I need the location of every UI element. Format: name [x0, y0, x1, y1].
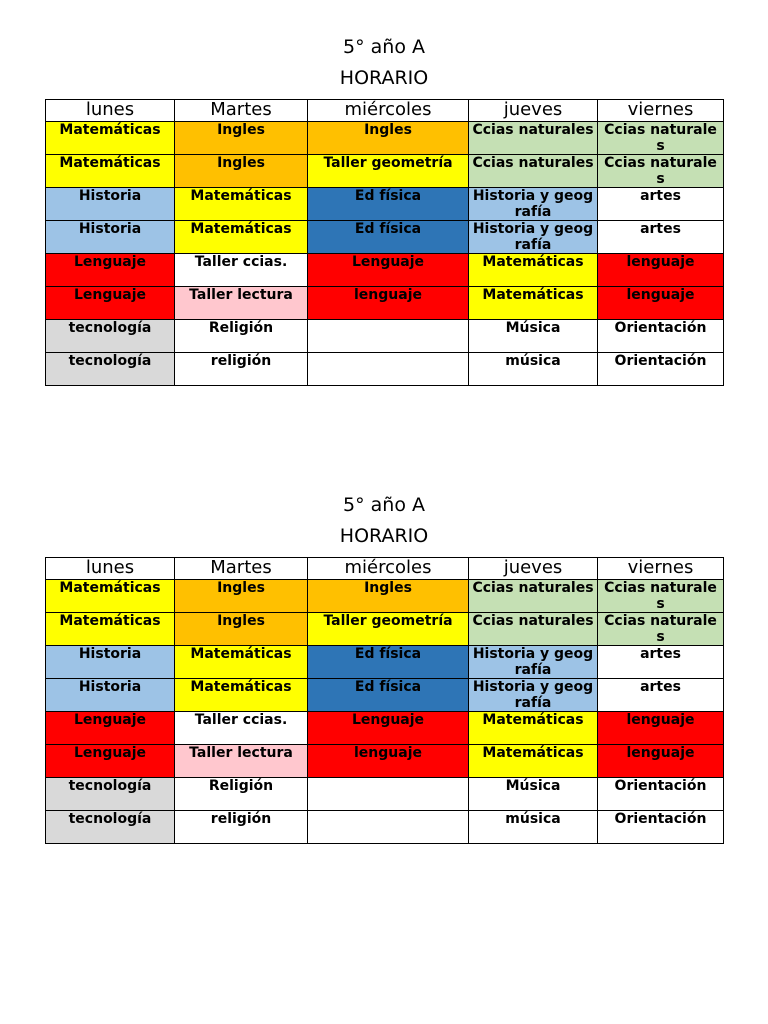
class-cell: [308, 811, 469, 844]
class-cell: [308, 353, 469, 386]
period-row: [46, 613, 724, 646]
period-row: [46, 353, 724, 386]
day-header-martes: Martes: [175, 558, 308, 580]
timetable: [45, 557, 724, 844]
class-cell: Ccias naturales: [469, 155, 598, 188]
period-row: [46, 188, 724, 221]
class-cell: Taller geometría: [308, 155, 469, 188]
class-cell: Matemáticas: [175, 188, 308, 221]
class-cell: Ccias naturales: [598, 613, 724, 646]
class-cell: Matemáticas: [175, 646, 308, 679]
class-cell: Religión: [175, 778, 308, 811]
class-cell: Religión: [175, 320, 308, 353]
class-cell: lenguaje: [598, 254, 724, 287]
schedule-1: [45, 32, 723, 386]
class-cell: lenguaje: [308, 287, 469, 320]
class-cell: Lenguaje: [46, 712, 175, 745]
class-cell: Ingles: [175, 580, 308, 613]
class-cell: Matemáticas: [46, 613, 175, 646]
period-row: [46, 155, 724, 188]
class-cell: Historia y geografía: [469, 646, 598, 679]
period-row: [46, 254, 724, 287]
class-cell: música: [469, 811, 598, 844]
class-cell: Ingles: [175, 155, 308, 188]
class-cell: Ccias naturales: [469, 122, 598, 155]
class-cell: Historia: [46, 221, 175, 254]
class-cell: Ingles: [175, 613, 308, 646]
period-row: [46, 811, 724, 844]
class-cell: Taller ccias.: [175, 712, 308, 745]
class-cell: Historia y geografía: [469, 679, 598, 712]
period-row: [46, 580, 724, 613]
schedule-title: 5° año A: [343, 494, 425, 516]
class-cell: Historia y geografía: [469, 221, 598, 254]
class-cell: Matemáticas: [46, 580, 175, 613]
period-row: [46, 745, 724, 778]
class-cell: Ed física: [308, 221, 469, 254]
class-cell: Matemáticas: [469, 712, 598, 745]
day-header-martes: Martes: [175, 100, 308, 122]
class-cell: Historia: [46, 188, 175, 221]
class-cell: artes: [598, 188, 724, 221]
class-cell: Ingles: [175, 122, 308, 155]
class-cell: tecnología: [46, 320, 175, 353]
class-cell: religión: [175, 353, 308, 386]
class-cell: lenguaje: [598, 712, 724, 745]
class-cell: tecnología: [46, 778, 175, 811]
day-header-jueves: jueves: [469, 558, 598, 580]
timetable: [45, 99, 724, 386]
class-cell: Lenguaje: [46, 254, 175, 287]
class-cell: Taller lectura: [175, 287, 308, 320]
class-cell: artes: [598, 221, 724, 254]
class-cell: lenguaje: [308, 745, 469, 778]
class-cell: Lenguaje: [46, 745, 175, 778]
class-cell: Matemáticas: [175, 221, 308, 254]
class-cell: Taller ccias.: [175, 254, 308, 287]
class-cell: Música: [469, 320, 598, 353]
class-cell: Ingles: [308, 122, 469, 155]
class-cell: Matemáticas: [46, 155, 175, 188]
class-cell: artes: [598, 646, 724, 679]
schedule-subtitle: HORARIO: [339, 525, 429, 547]
class-cell: Orientación: [598, 778, 724, 811]
class-cell: Ccias naturales: [598, 122, 724, 155]
day-header-row: [46, 558, 724, 580]
schedule-subtitle: HORARIO: [339, 67, 429, 89]
day-header-lunes: lunes: [46, 558, 175, 580]
period-row: [46, 122, 724, 155]
class-cell: Historia: [46, 646, 175, 679]
class-cell: Matemáticas: [469, 745, 598, 778]
class-cell: tecnología: [46, 353, 175, 386]
period-row: [46, 287, 724, 320]
period-row: [46, 778, 724, 811]
class-cell: [308, 320, 469, 353]
schedule-title: 5° año A: [343, 36, 425, 58]
class-cell: lenguaje: [598, 745, 724, 778]
class-cell: Ed física: [308, 646, 469, 679]
day-header-miercoles: miércoles: [308, 100, 469, 122]
class-cell: artes: [598, 679, 724, 712]
class-cell: música: [469, 353, 598, 386]
period-row: [46, 320, 724, 353]
schedule-2: [45, 490, 723, 844]
class-cell: Ed física: [308, 679, 469, 712]
class-cell: Matemáticas: [469, 287, 598, 320]
class-cell: lenguaje: [598, 287, 724, 320]
day-header-viernes: viernes: [598, 100, 724, 122]
class-cell: Historia y geografía: [469, 188, 598, 221]
class-cell: Lenguaje: [308, 254, 469, 287]
day-header-viernes: viernes: [598, 558, 724, 580]
class-cell: Ed física: [308, 188, 469, 221]
class-cell: Taller geometría: [308, 613, 469, 646]
class-cell: Ccias naturales: [598, 580, 724, 613]
day-header-miercoles: miércoles: [308, 558, 469, 580]
class-cell: Taller lectura: [175, 745, 308, 778]
class-cell: Orientación: [598, 320, 724, 353]
class-cell: Ccias naturales: [598, 155, 724, 188]
class-cell: tecnología: [46, 811, 175, 844]
class-cell: religión: [175, 811, 308, 844]
period-row: [46, 646, 724, 679]
class-cell: [308, 778, 469, 811]
day-header-lunes: lunes: [46, 100, 175, 122]
class-cell: Matemáticas: [175, 679, 308, 712]
period-row: [46, 679, 724, 712]
class-cell: Matemáticas: [469, 254, 598, 287]
class-cell: Ingles: [308, 580, 469, 613]
class-cell: Ccias naturales: [469, 613, 598, 646]
day-header-jueves: jueves: [469, 100, 598, 122]
class-cell: Orientación: [598, 811, 724, 844]
class-cell: Lenguaje: [308, 712, 469, 745]
class-cell: Música: [469, 778, 598, 811]
period-row: [46, 221, 724, 254]
class-cell: Ccias naturales: [469, 580, 598, 613]
class-cell: Lenguaje: [46, 287, 175, 320]
class-cell: Orientación: [598, 353, 724, 386]
period-row: [46, 712, 724, 745]
class-cell: Historia: [46, 679, 175, 712]
day-header-row: [46, 100, 724, 122]
class-cell: Matemáticas: [46, 122, 175, 155]
